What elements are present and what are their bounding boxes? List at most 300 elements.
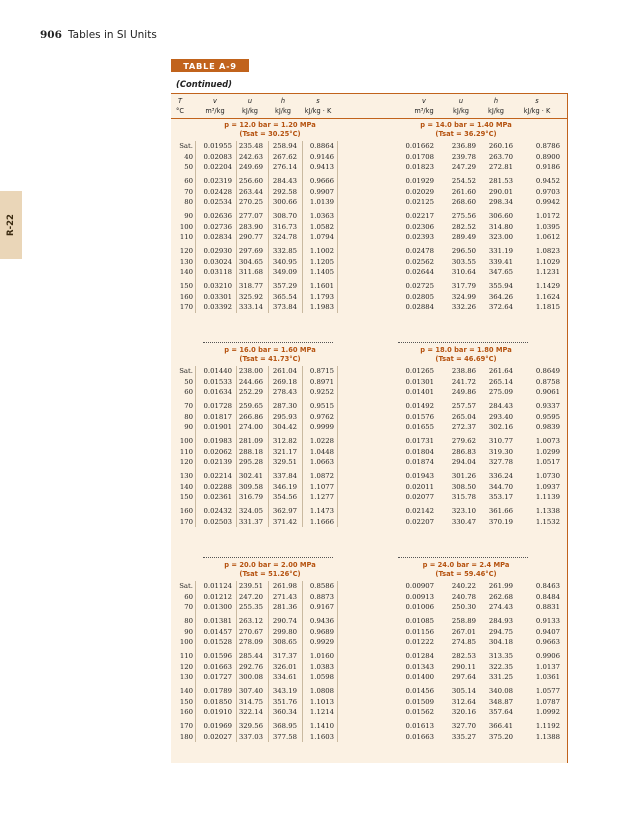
- value-cell: 366.41: [488, 722, 513, 730]
- value-cell: 0.8463: [535, 582, 560, 590]
- value-cell: 0.01969: [203, 722, 232, 730]
- value-cell: 315.78: [451, 493, 476, 502]
- value-cell: 0.8586: [309, 582, 334, 590]
- value-cell: 329.56: [238, 722, 263, 730]
- value-cell: 355.94: [488, 282, 513, 290]
- value-cell: 0.01823: [405, 163, 434, 172]
- value-cell: 254.52: [451, 177, 476, 185]
- value-cell: 1.0160: [309, 652, 334, 660]
- value-cell: 0.01613: [405, 722, 434, 730]
- value-cell: 286.83: [451, 447, 476, 456]
- value-cell: 339.41: [488, 257, 513, 266]
- value-cell: 0.02393: [405, 233, 434, 242]
- tsat-label-left: (Tsat = 41.73°C): [239, 355, 301, 363]
- value-cell: 0.02428: [203, 187, 232, 196]
- value-cell: 0.01401: [405, 388, 434, 397]
- value-cell: 0.01301: [405, 377, 434, 386]
- value-cell: 1.1983: [309, 303, 334, 312]
- value-cell: 0.02204: [203, 163, 232, 172]
- value-cell: 0.9452: [535, 177, 560, 185]
- value-cell: 1.1214: [309, 708, 334, 717]
- value-cell: 244.66: [238, 377, 263, 386]
- value-cell: 0.01850: [203, 697, 232, 706]
- value-cell: 1.1793: [309, 292, 334, 301]
- value-cell: 1.1473: [309, 507, 334, 515]
- temperature-cell: 80: [184, 617, 193, 625]
- value-cell: 0.01456: [405, 687, 434, 695]
- table-label: TABLE A-9: [171, 59, 249, 72]
- value-cell: 1.1601: [309, 282, 334, 290]
- value-cell: 0.01528: [203, 638, 232, 647]
- value-cell: 267.62: [272, 152, 297, 161]
- value-cell: 267.01: [451, 627, 476, 636]
- value-cell: 261.99: [488, 582, 513, 590]
- column-divider: [195, 366, 196, 527]
- value-cell: 310.64: [451, 268, 476, 277]
- value-cell: 377.58: [272, 732, 297, 741]
- value-cell: 1.1077: [309, 482, 334, 491]
- pressure-label-left: p = 12.0 bar = 1.20 MPa: [224, 121, 316, 129]
- side-tab: [0, 191, 22, 259]
- value-cell: 0.8786: [535, 142, 560, 150]
- value-cell: 271.43: [272, 592, 297, 601]
- temperature-cell: 60: [184, 388, 193, 397]
- value-cell: 0.01400: [405, 673, 434, 682]
- value-cell: 318.77: [238, 282, 263, 290]
- value-cell: 329.51: [272, 458, 297, 467]
- value-cell: 0.02503: [203, 517, 232, 526]
- value-cell: 1.1666: [309, 517, 334, 526]
- column-symbol: v: [422, 97, 426, 105]
- temperature-cell: 100: [179, 437, 193, 445]
- temperature-cell: 160: [179, 708, 193, 717]
- value-cell: 257.57: [451, 402, 476, 410]
- value-cell: 1.1192: [535, 722, 560, 730]
- column-divider: [195, 141, 196, 313]
- column-unit: kJ/kg: [275, 107, 291, 115]
- column-unit: m³/kg: [205, 107, 225, 115]
- value-cell: 0.9337: [535, 402, 560, 410]
- value-cell: 306.60: [488, 212, 513, 220]
- value-cell: 0.01265: [405, 367, 434, 375]
- value-cell: 294.04: [451, 458, 476, 467]
- page-number: 906: [40, 29, 62, 41]
- value-cell: 0.01212: [203, 592, 232, 601]
- column-divider: [236, 141, 237, 313]
- value-cell: 0.02125: [405, 198, 434, 207]
- value-cell: 316.79: [238, 493, 263, 502]
- value-cell: 1.1603: [309, 732, 334, 741]
- value-cell: 346.19: [272, 482, 297, 491]
- value-cell: 313.35: [488, 652, 513, 660]
- value-cell: 0.03210: [203, 282, 232, 290]
- value-cell: 331.19: [488, 247, 513, 255]
- value-cell: 0.01596: [203, 652, 232, 660]
- value-cell: 0.02805: [405, 292, 434, 301]
- value-cell: 1.0517: [535, 458, 560, 467]
- value-cell: 0.01457: [203, 627, 232, 636]
- temperature-cell: 130: [179, 673, 193, 682]
- temperature-cell: 140: [179, 482, 193, 491]
- value-cell: 292.76: [238, 662, 263, 671]
- value-cell: 0.01300: [203, 603, 232, 612]
- value-cell: 326.01: [272, 662, 297, 671]
- column-divider: [195, 581, 196, 742]
- pressure-label-right: p = 14.0 bar = 1.40 MPa: [420, 121, 512, 129]
- temperature-cell: 70: [184, 603, 193, 612]
- temperature-cell: 80: [184, 198, 193, 207]
- column-symbol: u: [458, 97, 464, 105]
- value-cell: 277.07: [238, 212, 263, 220]
- value-cell: 0.02062: [203, 447, 232, 456]
- value-cell: 335.27: [451, 732, 476, 741]
- value-cell: 304.18: [488, 638, 513, 647]
- value-cell: 0.01983: [203, 437, 232, 445]
- value-cell: 322.35: [488, 662, 513, 671]
- value-cell: 0.8900: [535, 152, 560, 161]
- value-cell: 258.89: [451, 617, 476, 625]
- value-cell: 282.53: [451, 652, 476, 660]
- pressure-label-left: p = 16.0 bar = 1.60 MPa: [224, 346, 316, 354]
- value-cell: 266.86: [238, 412, 263, 421]
- value-cell: 370.19: [488, 517, 513, 526]
- column-symbol: u: [247, 97, 253, 105]
- value-cell: 1.0361: [535, 673, 560, 682]
- value-cell: 0.02834: [203, 233, 232, 242]
- value-cell: 304.42: [272, 423, 297, 432]
- temperature-cell: 130: [179, 257, 193, 266]
- value-cell: 281.36: [272, 603, 297, 612]
- value-cell: 323.00: [488, 233, 513, 242]
- value-cell: 0.02736: [203, 222, 232, 231]
- value-cell: 274.85: [451, 638, 476, 647]
- value-cell: 0.02288: [203, 482, 232, 491]
- block-rule-right: [398, 557, 528, 558]
- value-cell: 0.9133: [535, 617, 560, 625]
- value-cell: 0.00913: [405, 592, 434, 601]
- value-cell: 1.1624: [535, 292, 560, 301]
- value-cell: 0.01955: [203, 142, 232, 150]
- value-cell: 375.20: [488, 732, 513, 741]
- temperature-cell: 170: [179, 303, 193, 312]
- value-cell: 293.40: [488, 412, 513, 421]
- value-cell: 1.1277: [309, 493, 334, 502]
- value-cell: 289.49: [451, 233, 476, 242]
- value-cell: 263.44: [238, 187, 263, 196]
- value-cell: 278.09: [238, 638, 263, 647]
- value-cell: 290.01: [488, 187, 513, 196]
- value-cell: 324.78: [272, 233, 297, 242]
- value-cell: 0.02636: [203, 212, 232, 220]
- value-cell: 284.43: [488, 402, 513, 410]
- temperature-cell: 70: [184, 187, 193, 196]
- temperature-cell: Sat.: [179, 142, 193, 150]
- value-cell: 311.68: [238, 268, 263, 277]
- value-cell: 261.60: [451, 187, 476, 196]
- value-cell: 0.01634: [203, 388, 232, 397]
- value-cell: 279.62: [451, 437, 476, 445]
- value-cell: 314.75: [238, 697, 263, 706]
- value-cell: 323.10: [451, 507, 476, 515]
- value-cell: 340.95: [272, 257, 297, 266]
- value-cell: 1.0383: [309, 662, 334, 671]
- value-cell: 308.70: [272, 212, 297, 220]
- block-rule-left: [203, 342, 333, 343]
- value-cell: 310.77: [488, 437, 513, 445]
- value-cell: 247.29: [451, 163, 476, 172]
- value-cell: 1.0448: [309, 447, 334, 456]
- value-cell: 303.55: [451, 257, 476, 266]
- value-cell: 0.02725: [405, 282, 434, 290]
- column-symbol: s: [316, 97, 320, 105]
- value-cell: 0.02884: [405, 303, 434, 312]
- value-cell: 241.72: [451, 377, 476, 386]
- temperature-cell: 110: [179, 652, 193, 660]
- temperature-cell: 60: [184, 177, 193, 185]
- value-cell: 274.43: [488, 603, 513, 612]
- temperature-cell: 110: [179, 233, 193, 242]
- value-cell: 320.16: [451, 708, 476, 717]
- value-cell: 287.30: [272, 402, 297, 410]
- column-symbol: h: [280, 97, 286, 105]
- value-cell: 250.30: [451, 603, 476, 612]
- value-cell: 0.02478: [405, 247, 434, 255]
- value-cell: 0.02027: [203, 732, 232, 741]
- value-cell: 0.01381: [203, 617, 232, 625]
- value-cell: 0.01284: [405, 652, 434, 660]
- value-cell: 0.01817: [203, 412, 232, 421]
- value-cell: 304.65: [238, 257, 263, 266]
- value-cell: 242.63: [238, 152, 263, 161]
- value-cell: 325.92: [238, 292, 263, 301]
- temperature-cell: 40: [184, 152, 193, 161]
- temperature-cell: 80: [184, 412, 193, 421]
- temperature-cell: 90: [184, 212, 193, 220]
- value-cell: 270.25: [238, 198, 263, 207]
- value-cell: 0.9762: [309, 412, 334, 421]
- value-cell: 0.02077: [405, 493, 434, 502]
- column-unit: m³/kg: [414, 107, 434, 115]
- value-cell: 282.52: [451, 222, 476, 231]
- column-symbol: s: [535, 97, 539, 105]
- value-cell: 0.01943: [405, 472, 434, 480]
- value-cell: 269.18: [272, 377, 297, 386]
- value-cell: 0.03118: [203, 268, 232, 277]
- value-cell: 240.78: [451, 592, 476, 601]
- value-cell: 1.1388: [535, 732, 560, 741]
- pressure-label-left: p = 20.0 bar = 2.00 MPa: [224, 561, 316, 569]
- value-cell: 1.1410: [309, 722, 334, 730]
- temperature-cell: 160: [179, 507, 193, 515]
- value-cell: 322.14: [238, 708, 263, 717]
- value-cell: 305.14: [451, 687, 476, 695]
- value-cell: 0.01874: [405, 458, 434, 467]
- value-cell: 0.01910: [203, 708, 232, 717]
- column-unit: kJ/kg: [242, 107, 258, 115]
- value-cell: 302.41: [238, 472, 263, 480]
- value-cell: 0.8831: [535, 603, 560, 612]
- value-cell: 337.84: [272, 472, 297, 480]
- value-cell: 297.69: [238, 247, 263, 255]
- value-cell: 308.50: [451, 482, 476, 491]
- value-cell: 331.37: [238, 517, 263, 526]
- value-cell: 0.01663: [405, 732, 434, 741]
- value-cell: 0.02306: [405, 222, 434, 231]
- value-cell: 0.9906: [535, 652, 560, 660]
- value-cell: 354.56: [272, 493, 297, 502]
- value-cell: 337.03: [238, 732, 263, 741]
- column-divider: [337, 366, 338, 527]
- value-cell: 1.0663: [309, 458, 334, 467]
- value-cell: 239.78: [451, 152, 476, 161]
- column-unit: kJ/kg: [488, 107, 504, 115]
- temperature-cell: 170: [179, 722, 193, 730]
- value-cell: 1.1002: [309, 247, 334, 255]
- value-cell: 1.1815: [535, 303, 560, 312]
- value-cell: 0.01727: [203, 673, 232, 682]
- value-cell: 348.87: [488, 697, 513, 706]
- temperature-cell: Sat.: [179, 582, 193, 590]
- value-cell: 1.0139: [309, 198, 334, 207]
- value-cell: 258.94: [272, 142, 297, 150]
- column-divider: [302, 581, 303, 742]
- temperature-cell: 100: [179, 222, 193, 231]
- value-cell: 0.03301: [203, 292, 232, 301]
- value-cell: 284.43: [272, 177, 297, 185]
- tsat-label-right: (Tsat = 59.46°C): [435, 570, 497, 578]
- value-cell: 1.0787: [535, 697, 560, 706]
- column-unit: °C: [176, 107, 184, 115]
- value-cell: 336.24: [488, 472, 513, 480]
- value-cell: 300.08: [238, 673, 263, 682]
- column-divider: [268, 141, 269, 313]
- value-cell: 0.01576: [405, 412, 434, 421]
- value-cell: 0.02930: [203, 247, 232, 255]
- temperature-cell: 90: [184, 423, 193, 432]
- value-cell: 1.0582: [309, 222, 334, 231]
- value-cell: 333.14: [238, 303, 263, 312]
- value-cell: 319.30: [488, 447, 513, 456]
- value-cell: 0.01156: [405, 627, 434, 636]
- column-symbol: h: [493, 97, 499, 105]
- value-cell: 0.9839: [535, 423, 560, 432]
- value-cell: 0.9436: [309, 617, 334, 625]
- value-cell: 276.14: [272, 163, 297, 172]
- value-cell: 263.12: [238, 617, 263, 625]
- value-cell: 0.01929: [405, 177, 434, 185]
- value-cell: 0.01731: [405, 437, 434, 445]
- value-cell: 1.0794: [309, 233, 334, 242]
- value-cell: 0.03024: [203, 257, 232, 266]
- value-cell: 0.9703: [535, 187, 560, 196]
- value-cell: 0.03392: [203, 303, 232, 312]
- value-cell: 0.8873: [309, 592, 334, 601]
- value-cell: 0.02562: [405, 257, 434, 266]
- value-cell: 290.74: [272, 617, 297, 625]
- temperature-cell: 130: [179, 472, 193, 480]
- value-cell: 0.01789: [203, 687, 232, 695]
- value-cell: 247.20: [238, 592, 263, 601]
- column-divider: [337, 141, 338, 313]
- value-cell: 272.81: [488, 163, 513, 172]
- tsat-label-left: (Tsat = 30.25°C): [239, 130, 301, 138]
- value-cell: 365.54: [272, 292, 297, 301]
- value-cell: 0.02139: [203, 458, 232, 467]
- value-cell: 0.9663: [535, 638, 560, 647]
- value-cell: 1.0299: [535, 447, 560, 456]
- value-cell: 0.01728: [203, 402, 232, 410]
- value-cell: 0.01562: [405, 708, 434, 717]
- value-cell: 1.0992: [535, 708, 560, 717]
- column-symbol: v: [213, 97, 217, 105]
- value-cell: 327.70: [451, 722, 476, 730]
- value-cell: 349.09: [272, 268, 297, 277]
- value-cell: 0.01440: [203, 367, 232, 375]
- value-cell: 0.8484: [535, 592, 560, 601]
- value-cell: 263.70: [488, 152, 513, 161]
- value-cell: 317.79: [451, 282, 476, 290]
- value-cell: 1.1139: [535, 493, 560, 502]
- temperature-cell: 110: [179, 447, 193, 456]
- value-cell: 0.02432: [203, 507, 232, 515]
- value-cell: 0.01124: [203, 582, 232, 590]
- value-cell: 249.86: [451, 388, 476, 397]
- value-cell: 0.01343: [405, 662, 434, 671]
- temperature-cell: 150: [179, 493, 193, 502]
- temperature-cell: 150: [179, 282, 193, 290]
- value-cell: 324.99: [451, 292, 476, 301]
- value-cell: 1.0395: [535, 222, 560, 231]
- value-cell: 0.9186: [535, 163, 560, 172]
- value-cell: 1.0228: [309, 437, 334, 445]
- value-cell: 1.1013: [309, 697, 334, 706]
- value-cell: 290.77: [238, 233, 263, 242]
- value-cell: 340.08: [488, 687, 513, 695]
- value-cell: 361.66: [488, 507, 513, 515]
- value-cell: 0.9689: [309, 627, 334, 636]
- value-cell: 312.82: [272, 437, 297, 445]
- temperature-cell: 140: [179, 268, 193, 277]
- value-cell: 0.9407: [535, 627, 560, 636]
- temperature-cell: 150: [179, 697, 193, 706]
- temperature-cell: 70: [184, 402, 193, 410]
- column-symbol: T: [177, 97, 183, 105]
- value-cell: 0.9942: [535, 198, 560, 207]
- value-cell: 0.02644: [405, 268, 434, 277]
- value-cell: 0.02083: [203, 152, 232, 161]
- value-cell: 283.90: [238, 222, 263, 231]
- value-cell: 0.9061: [535, 388, 560, 397]
- value-cell: 261.04: [272, 367, 297, 375]
- value-cell: 1.1029: [535, 257, 560, 266]
- value-cell: 239.51: [238, 582, 263, 590]
- value-cell: 268.60: [451, 198, 476, 207]
- value-cell: 300.66: [272, 198, 297, 207]
- temperature-cell: 120: [179, 458, 193, 467]
- value-cell: 261.64: [488, 367, 513, 375]
- value-cell: 0.8649: [535, 367, 560, 375]
- value-cell: 334.61: [272, 673, 297, 682]
- value-cell: 261.98: [272, 582, 297, 590]
- value-cell: 272.37: [451, 423, 476, 432]
- value-cell: 294.75: [488, 627, 513, 636]
- temperature-cell: Sat.: [179, 367, 193, 375]
- value-cell: 302.16: [488, 423, 513, 432]
- value-cell: 314.80: [488, 222, 513, 231]
- value-cell: 296.50: [451, 247, 476, 255]
- value-cell: 0.01663: [203, 662, 232, 671]
- column-divider: [236, 366, 237, 527]
